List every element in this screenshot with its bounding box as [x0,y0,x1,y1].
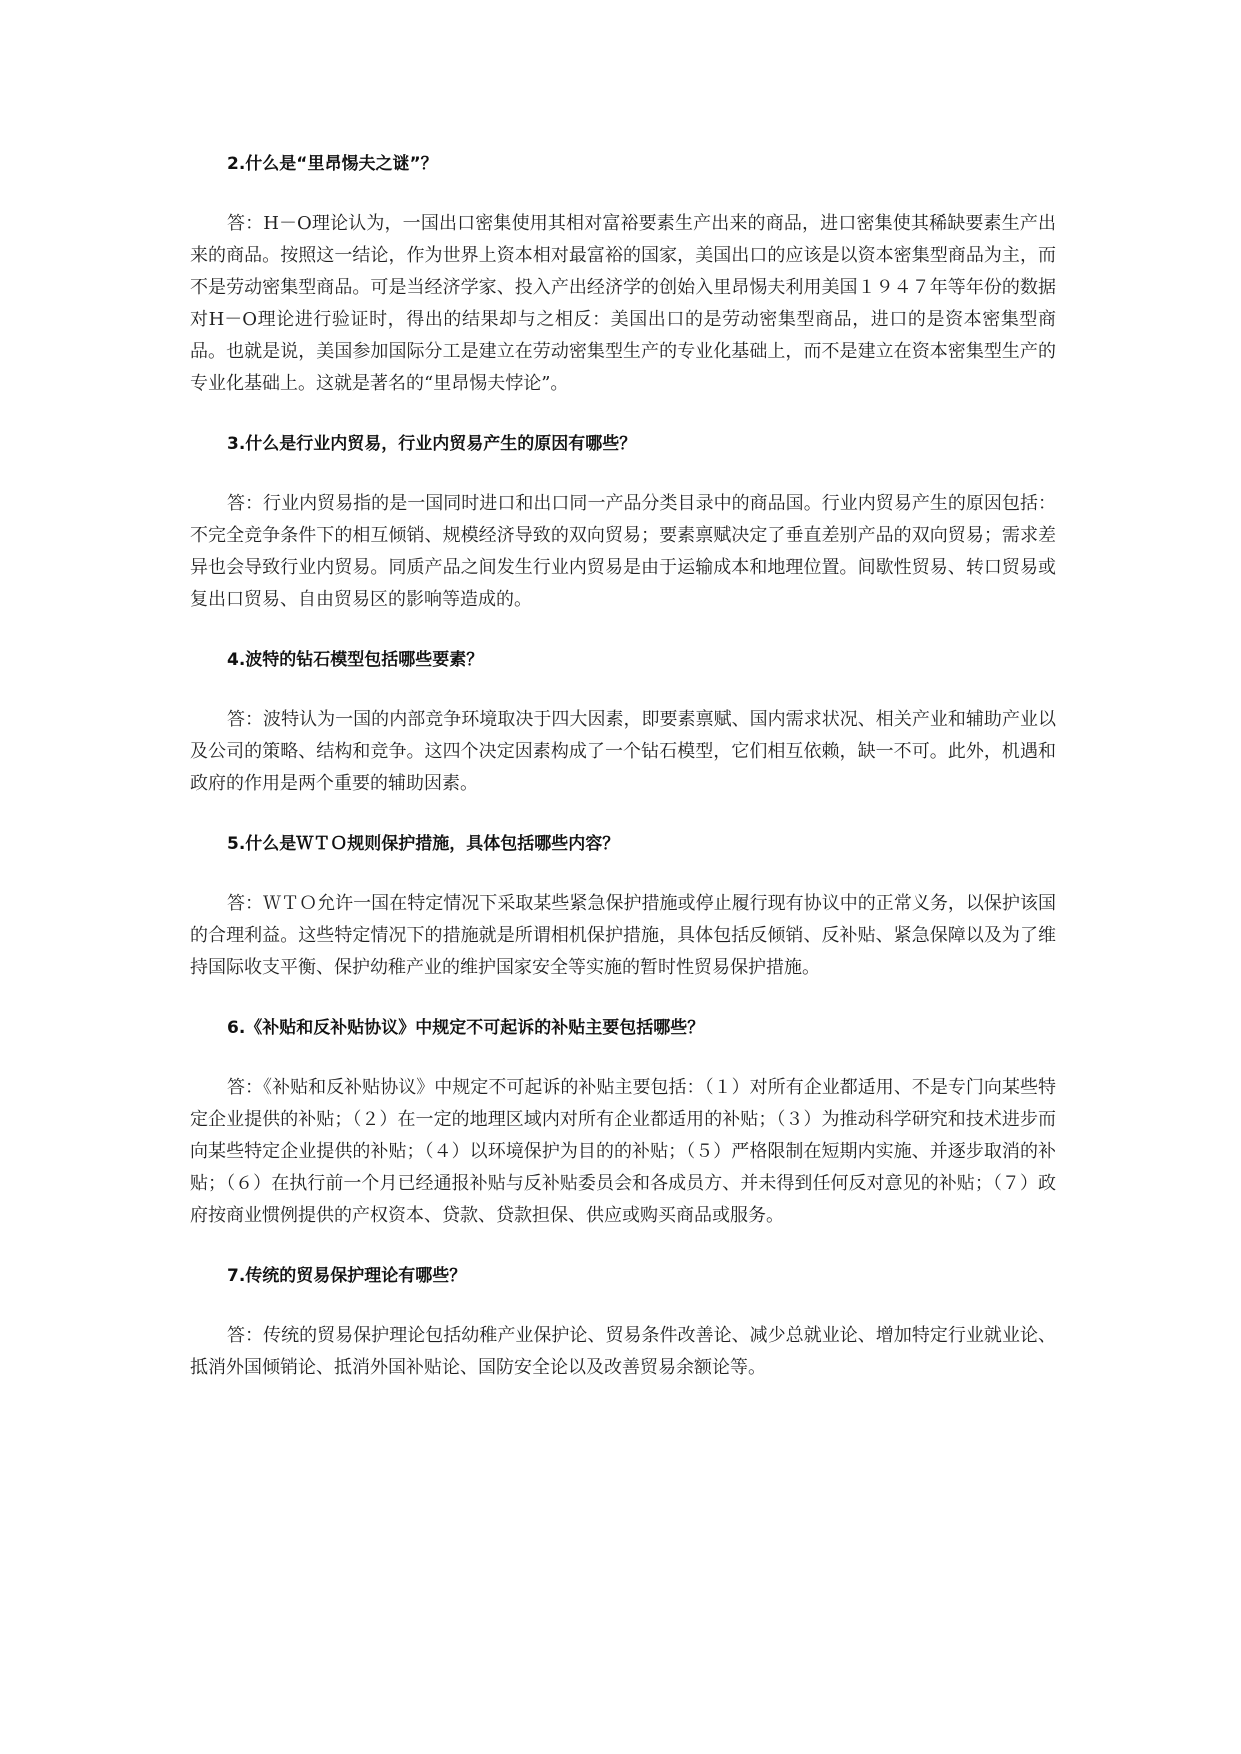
answer-paragraph: 答：ＷＴＯ允许一国在特定情况下采取某些紧急保护措施或停止履行现有协议中的正常义务，以保护该国的合理利益。这些特定情况下的措施就是所谓相机保护措施，具体包括反倾销、反补贴、紧急保障以及为了维持国际收支平衡、保护幼稚产业的维护国家安全等实施的暂时性贸易保护措施。 [190,893,1056,978]
qa-item-5 [190,828,1056,984]
qa-item-3 [190,428,1056,616]
answer-paragraph: 答：行业内贸易指的是一国同时进口和出口同一产品分类目录中的商品国。行业内贸易产生的原因包括：不完全竞争条件下的相互倾销、规模经济导致的双向贸易；要素禀赋决定了垂直差别产品的双向贸易；需求差异也会导致行业内贸易。同质产品之间发生行业内贸易是由于运输成本和地理位置。间歇性贸易、转口贸易或复出口贸易、自由贸易区的影响等造成的。 [190,493,1056,610]
answer-paragraph: 答：波特认为一国的内部竞争环境取决于四大因素，即要素禀赋、国内需求状况、相关产业和辅助产业以及公司的策略、结构和竞争。这四个决定因素构成了一个钻石模型，它们相互依赖，缺一不可。此外，机遇和政府的作用是两个重要的辅助因素。 [190,709,1056,794]
question-heading: 2.什么是“里昂惕夫之谜”？ [227,154,438,174]
document-page [190,148,1056,1412]
question-heading: 3.什么是行业内贸易，行业内贸易产生的原因有哪些？ [227,434,637,454]
answer-paragraph: 答：《补贴和反补贴协议》中规定不可起诉的补贴主要包括：（１）对所有企业都适用、不是专门向某些特定企业提供的补贴；（２）在一定的地理区域内对所有企业都适用的补贴；（３）为推动科学研究和技术进步而向某些特定企业提供的补贴；（４）以环境保护为目的的补贴；（５）严格限制在短期内实施、并逐步取消的补贴；（６）在执行前一个月已经通报补贴与反补贴委员会和各成员方、并未得到任何反对意见的补贴；（７）政府按商业惯例提供的产权资本、贷款、贷款担保、供应或购买商品或服务。 [190,1077,1056,1226]
answer-paragraph: 答：传统的贸易保护理论包括幼稚产业保护论、贸易条件改善论、减少总就业论、增加特定行业就业论、抵消外国倾销论、抵消外国补贴论、国防安全论以及改善贸易余额论等。 [190,1325,1056,1378]
qa-item-6 [190,1012,1056,1232]
qa-item-4 [190,644,1056,800]
qa-item-7 [190,1260,1056,1384]
question-heading: 7.传统的贸易保护理论有哪些？ [227,1266,467,1286]
answer-paragraph: 答：H－O理论认为，一国出口密集使用其相对富裕要素生产出来的商品，进口密集使其稀缺要素生产出来的商品。按照这一结论，作为世界上资本相对最富裕的国家，美国出口的应该是以资本密集型商品为主，而不是劳动密集型商品。可是当经济学家、投入产出经济学的创始入里昂惕夫利用美国１９４７年等年份的数据对H－O理论进行验证时，得出的结果却与之相反：美国出口的是劳动密集型商品，进口的是资本密集型商品。也就是说，美国参加国际分工是建立在劳动密集型生产的专业化基础上，而不是建立在资本密集型生产的专业化基础上。这就是著名的“里昂惕夫悖论”。 [190,213,1056,394]
question-heading: 5.什么是ＷＴＯ规则保护措施，具体包括哪些内容？ [227,834,620,854]
question-heading: 4.波特的钻石模型包括哪些要素？ [227,650,484,670]
qa-item-2 [190,148,1056,400]
question-heading: 6.《补贴和反补贴协议》中规定不可起诉的补贴主要包括哪些？ [227,1018,705,1038]
